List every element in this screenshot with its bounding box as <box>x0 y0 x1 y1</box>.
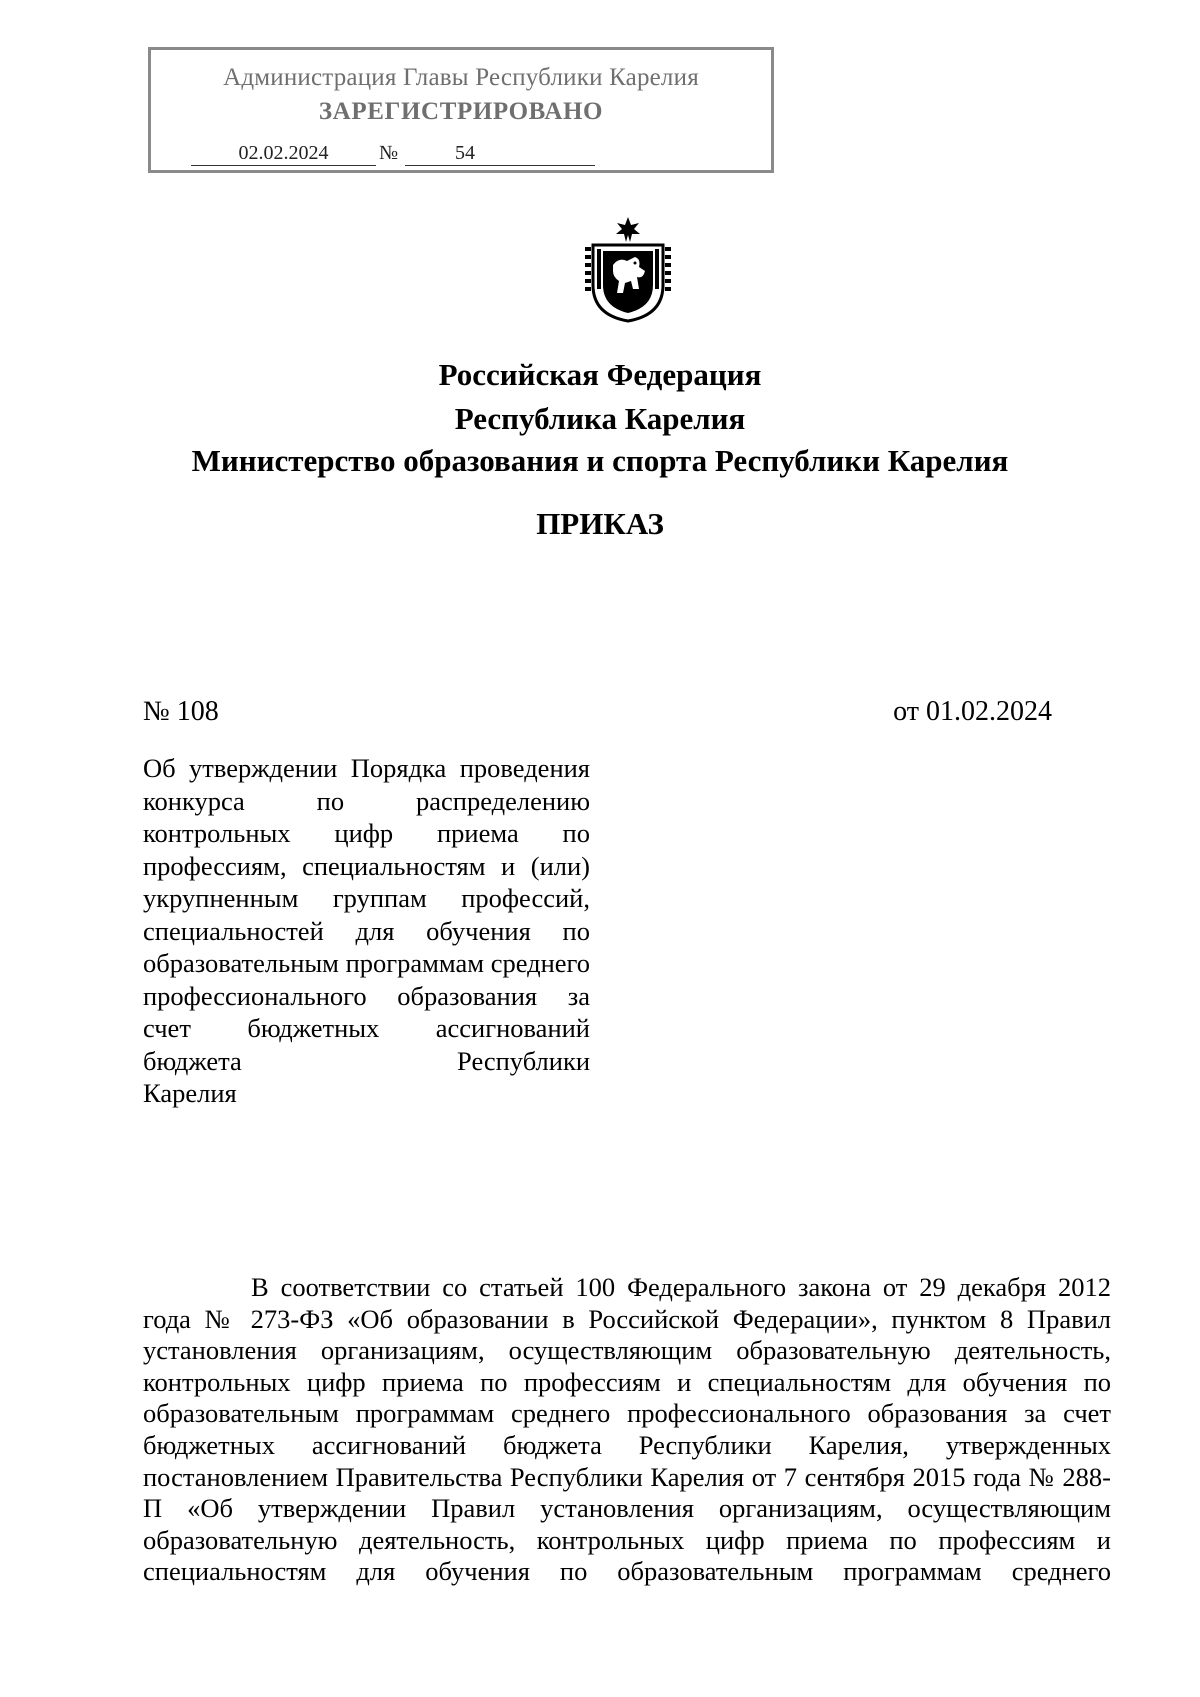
stamp-number: 54 <box>405 142 595 166</box>
republic-title: Республика Карелия <box>454 401 746 436</box>
order-number: № 108 <box>143 696 219 727</box>
registration-stamp <box>148 47 774 173</box>
order-date: от 01.02.2024 <box>893 696 1052 727</box>
ministry-title: Министерство образования и спорта Республики Карелия <box>191 443 1009 478</box>
subject-text-last: Карелия <box>143 1078 237 1108</box>
stamp-date: 02.02.2024 <box>191 142 376 166</box>
stamp-registered: ЗАРЕГИСТРИРОВАНО <box>318 98 604 125</box>
stamp-authority: Администрация Главы Республики Карелия <box>223 64 699 91</box>
body-paragraph: В соответствии со статьей 100 Федерального закона от 29 декабря 2012 года № 273-ФЗ «Об образовании в Российской Федерации», пунктом 8 Правил установления организациям, осуществляющим образовательную деятельность, контрольных цифр приема по профессиям и специальностям для обучения по образовательным программам среднего профессионального образования за счет бюджетных ассигнований бюджета Республики Карелия, утвержденных постановлением Правительства Республики Карелия от 7 сентября 2015 года № 288-П «Об утверждении Правил установления организациям, осуществляющим образовательную деятельность, контрольных цифр приема по профессиям и специальностям для обучения по образовательным программам среднего <box>143 1272 1111 1587</box>
order-subject <box>143 752 590 1110</box>
document-type: ПРИКАЗ <box>536 506 664 541</box>
karelia-coat-of-arms-icon <box>583 215 673 325</box>
subject-text: Об утверждении Порядка проведения конкурса по распределению контрольных цифр приема по профессиям, специальностям и (или) укрупненным группам профессий, специальностей для обучения по образовательным программам среднего профессионального образования за счет бюджетных ассигнований бюджета Республики <box>143 753 590 1076</box>
stamp-number-label: № <box>379 142 399 164</box>
country-title: Российская Федерация <box>438 357 762 392</box>
